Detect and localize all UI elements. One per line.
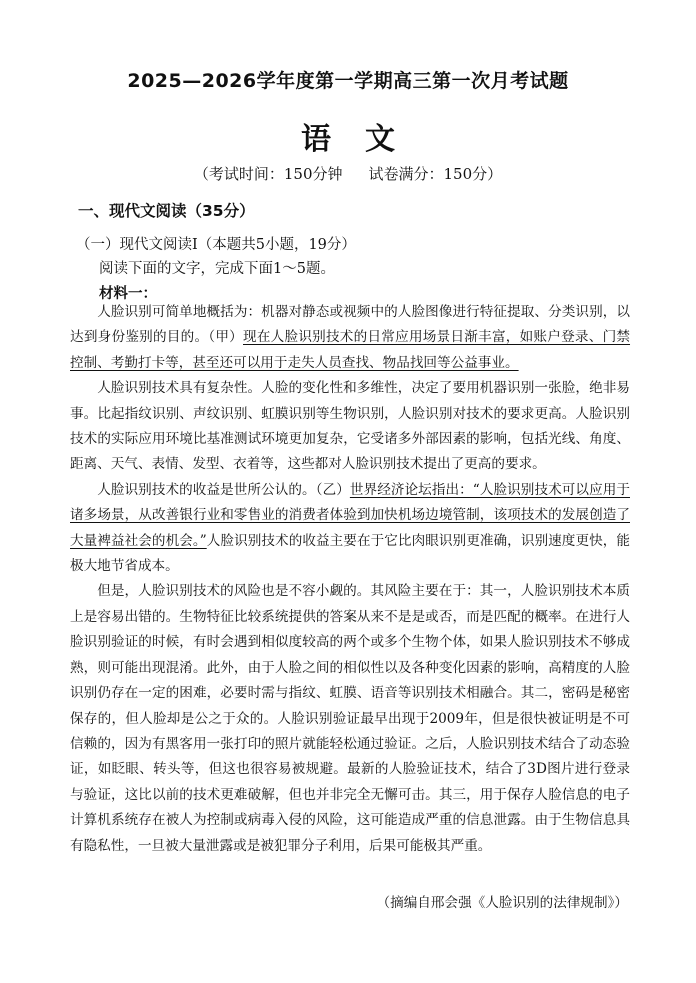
subsection-title: （一）现代文阅读Ⅰ（本题共5小题，19分） xyxy=(76,237,356,253)
paragraph-3-tail: 人脸识别技术的收益主要在于它比肉眼识别更准确，识别速度更快，能极大地节省成本。 xyxy=(70,532,630,575)
paragraph-3 xyxy=(70,478,630,580)
passage-body xyxy=(70,300,630,859)
paragraph-1 xyxy=(70,300,630,376)
paragraph-2: 人脸识别技术具有复杂性。人脸的变化性和多维性，决定了要用机器识别一张脸，绝非易事。比起指纹识别、声纹识别、虹膜识别等生物识别，人脸识别对技术的要求更高。人脸识别技术的实际应用环境比基准测试环境更加复杂，它受诸多外部因素的影响，包括光线、角度、距离、天气、表情、发型、衣着等，这些都对人脸识别技术提出了更高的要求。 xyxy=(70,380,630,473)
subject-char-1: 语 xyxy=(301,122,331,157)
paragraph-4: 但是，人脸识别技术的风险也是不容小觑的。其风险主要在于：其一，人脸识别技术本质上是容易出错的。生物特征比较系统提供的答案从来不是是或否，而是匹配的概率。在进行人脸识别验证的时候，有时会遇到相似度较高的两个或多个生物个体，如果人脸识别技术不够成熟，则可能出现混淆。此外，由于人脸之间的相似性以及各种变化因素的影响，高精度的人脸识别仍存在一定的困难，必要时需与指纹、虹膜、语音等识别技术相融合。其二，密码是秘密保存的，但人脸却是公之于众的。人脸识别验证最早出现于2009年，但是很快被证明是不可信赖的，因为有黑客用一张打印的照片就能轻松通过验证。之后，人脸识别技术结合了动态验证，如眨眼、转头等，但这也很容易被规避。最新的人脸验证技术，结合了3D图片进行登录与验证，这比以前的技术更难破解，但也并非完全无懈可击。其三，用于保存人脸信息的电子计算机系统存在被人为控制或病毒入侵的风险，这可能造成严重的信息泄露。由于生物信息具有隐私性，一旦被大量泄露或是被犯罪分子利用，后果可能极其严重。 xyxy=(70,583,630,854)
underlined-sentence-jia: 现在人脸识别技术的日常应用场景日渐丰富，如账户登录、门禁控制、考勤打卡等，甚至还可以用于走失人员查找、物品找回等公益事业。 xyxy=(70,329,631,371)
subject-title xyxy=(0,114,696,158)
underlined-sentence-yi: 世界经济论坛指出：“人脸识别技术可以应用于诸多场景，从改善银行业和零售业的消费者体验到加快机场边境管制，该项技术的发展创造了大量裨益社会的机会。” xyxy=(70,481,630,549)
subject-char-2: 文 xyxy=(365,122,395,157)
material-label: 材料一： xyxy=(99,285,157,302)
paragraph-3-text: 人脸识别技术的收益是世所公认的。（乙） xyxy=(97,481,350,498)
paragraph-1-text: 人脸识别可简单地概括为：机器对静态或视频中的人脸图像进行特征提取、分类识别，以达到身份鉴别的目的。（甲） xyxy=(70,304,630,346)
reading-instruction: 阅读下面的文字，完成下面1～5题。 xyxy=(99,261,335,277)
exam-title: 2025—2026学年度第一学期高三第一次月考试题 xyxy=(127,70,569,92)
full-score: 试卷满分：150分） xyxy=(368,165,503,183)
exam-time: （考试时间：150分钟 xyxy=(193,165,343,183)
source-citation: （摘编自邢会强《人脸识别的法律规制》） xyxy=(376,895,628,911)
section-title: 一、现代文阅读（35分） xyxy=(78,202,255,220)
exam-info xyxy=(0,163,696,184)
